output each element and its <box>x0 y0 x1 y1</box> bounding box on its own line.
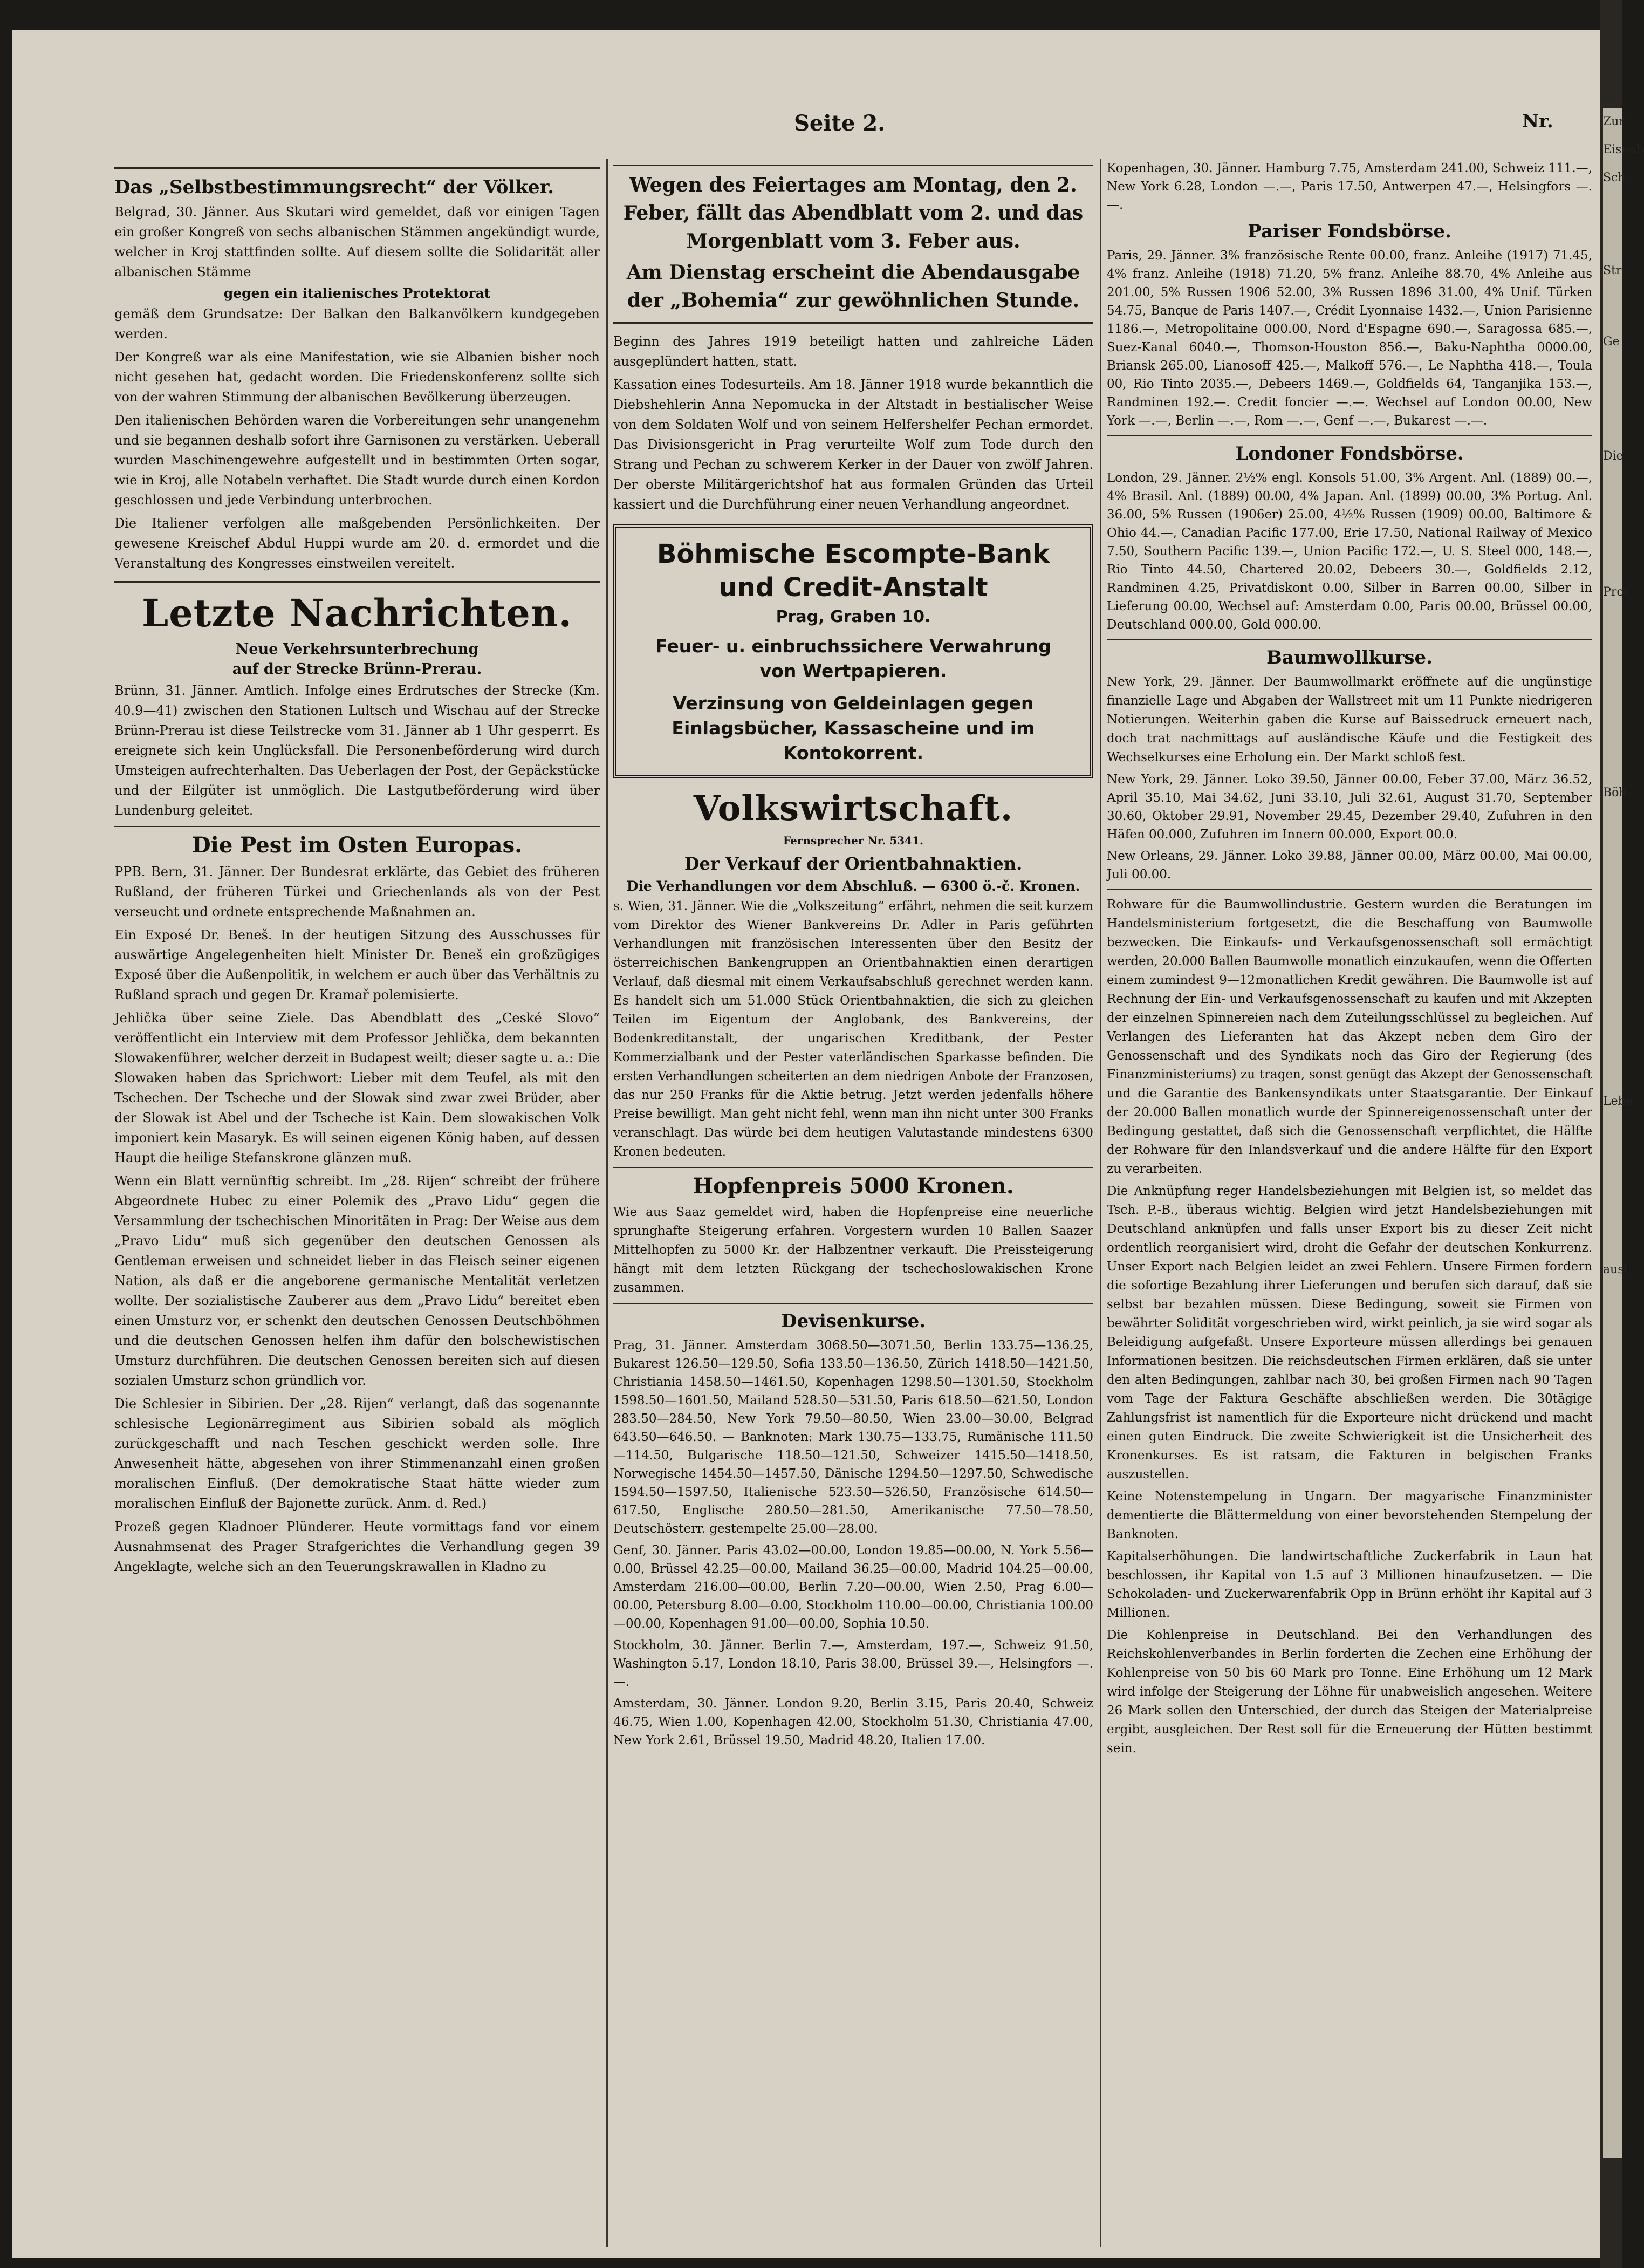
adjacent-text: ausl <box>1603 1263 1628 1276</box>
holiday-notice: Am Dienstag erscheint die Abendausgabe der „Bohemia“ zur gewöhnlichen Stunde. <box>626 261 1080 312</box>
article-paragraph: Jehlička über seine Ziele. Das Abendblatt des „Ceské Slovo“ veröffentlicht ein Interview mit dem Professor Jehlička, dem bekannten Slowakenführer, welcher derzeit in Budapest weilt; dieser sagte u. a.: Die Slowaken haben das Sprichwort: Lieber mit dem Teufel, als mit den Tschechen. Der Tscheche und der Slowak sind zwar zwei Brüder, aber der Slowak ist Abel und der Tscheche ist Kain. Dem slowakischen Volk imponiert kein Masaryk. Es will seinen eigenen König haben, auf dessen Haupt die heilige Stefanskrone glänzen muß. <box>114 1010 600 1165</box>
article-paragraph: Kapitalserhöhungen. Die landwirtschaftliche Zuckerfabrik in Laun hat beschlossen, ihr Kapital von 1.5 auf 3 Millionen hinaufzusetzen. — Die Schokoladen- und Zuckerwarenfabrik Opp in Brünn erhöht ihr Kapital auf 3 Millionen. <box>1107 1549 1592 1620</box>
divider <box>114 167 600 169</box>
divider <box>1107 435 1592 436</box>
rates-paragraph: New Orleans, 29. Jänner. Loko 39.88, Jänner 00.00, März 00.00, Mai 00.00, Juli 00.00. <box>1107 849 1592 882</box>
ad-text: Kontokorrent. <box>783 742 924 763</box>
article-paragraph: Rohware für die Baumwollindustrie. Gestern wurden die Beratungen im Handelsministerium fortgesetzt, die die Beschaffung von Baumwolle bezwecken. Die Einkaufs- und Verkaufsgenossenschaft soll ermächtigt werden, 20.000 Ballen Baumwolle monatlich einzukaufen, wenn die Offerten einem zumindest 9—12monatlichen Kredit gewähren. Die Baumwolle ist auf Rechnung der Ein- und Verkaufsgenossenschaft zu kaufen und mit Akzepten der einzelnen Spinnereien nach dem Zuteilungsschlüssel zu begleichen. Auf Verlangen des Lieferanten hat das Akzept neben dem Giro der Genossenschaft und des Syndikats noch das Giro der Regierung (des Finanzministeriums) zu tragen, sonst genügt das Akzept der Genossenschaft und die Garantie des Bankensyndikats unter Staatsgarantie. Der Einkauf der 20.000 Ballen monatlich wurde der Spinnereigenossenschaft unter der Bedingung gestattet, daß sich die Genossenschaft verpflichtet, die Hälfte der Rohware für den Inlandsverkauf und die andere Hälfte für den Export zu verarbeiten. <box>1107 898 1592 1176</box>
section-title: Letzte Nachrichten. <box>141 591 573 636</box>
page-header <box>12 111 1600 143</box>
divider <box>114 581 600 583</box>
column-3 <box>1107 159 1592 2252</box>
adjacent-text: Zur <box>1603 115 1625 128</box>
article-paragraph: Brünn, 31. Jänner. Amtlich. Infolge eines Erdrutsches der Strecke (Km. 40.9—41) zwischen den Stationen Lultsch und Wischau auf der Strecke Brünn-Prerau ist diese Teilstrecke vom 31. Jänner ab 1 Uhr gesperrt. Es ereignete sich kein Unglücksfall. Die Personenbeförderung wird durch Umsteigen aufrechterhalten. Das Ueberlagen der Post, der Gepäckstücke und der Eilgüter ist unmöglich. Die Lastgutbeförderung wird über Lundenburg geleitet. <box>114 683 600 818</box>
currency-rates <box>613 1336 1093 1750</box>
rates-paragraph: London, 29. Jänner. 2½% engl. Konsols 51.00, 3% Argent. Anl. (1889) 00.—, 4% Brasil. Anl. (1889) 00.00, 4% Japan. Anl. (1899) 00.00, 3% Portug. Anl. 36.00, 5% Russen (1906er) 25.00, 4½% Russen (1909) 00.00, Baltimore & Ohio 44.—, Canadian Pacific 177.00, Erie 17.50, National Railway of Mexico 7.50, Southern Pacific 139.—, Union Pacific 172.—, U. S. Steel 000, 148.—, Rio Tinto 44.50, Chartered 20.02, Debeers 30.—, Goldfields 2.12, Randminen 4.25, Privatdiskont 0.00, Silber in Barren 00.00, Silber in Lieferung 00.00, Wechsel auf: Amsterdam 0.00, Paris 00.00, Brüssel 00.00, Deutschland 000.00, Gold 000.00. <box>1107 471 1592 632</box>
adjacent-text: Prot <box>1603 585 1629 599</box>
article-paragraph: s. Wien, 31. Jänner. Wie die „Volkszeitung“ erfährt, nehmen die seit kurzem vom Direktor des Wiener Bankvereins Dr. Adler in Paris geführten Verhandlungen mit französischen Interessenten über den Besitz der österreichischen Bankengruppen an Orientbahnaktien einen derartigen Verlauf, daß diesmal mit einem Verkaufsabschluß gerechnet werden kann. Es handelt sich um 51.000 Stück Orientbahnaktien, die sich zu gleichen Teilen im Eigentum der Anglobank, des Bankvereins, der Bodenkreditanstalt, der ungarischen Kreditbank, der Pester Kommerzialbank und der Pester vaterländischen Sparkasse befinden. Die ersten Verhandlungen scheiterten an dem niedrigen Anbote der Franzosen, das nur 250 Franks für die Aktie betrug. Jetzt werden jedenfalls höhere Preise bewilligt. Man geht nicht fehl, wenn man ihn nicht unter 300 Franks veranschlagt. Das würde bei dem heutigen Valutastande mindestens 6300 Kronen bedeuten. <box>613 899 1093 1159</box>
rates-paragraph: Paris, 29. Jänner. 3% französische Rente 00.00, franz. Anleihe (1917) 71.45, 4% franz. Anleihe (1918) 71.20, 5% franz. Anleihe 88.70, 4% Anleihe aus 201.00, 5% Russen 1906 52.00, 3% Russen 1896 31.00, 4% Unif. Türken 54.75, Banque de Paris 1407.—, Crédit Lyonnaise 1432.—, Union Parisienne 1186.—, Metropolitaine 000.00, Nord d'Espagne 690.—, Saragossa 685.—, Suez-Kanal 6040.—, Thomson-Houston 856.—, Baku-Naphtha 0000.00, Briansk 265.00, Lianosoff 425.—, Malkoff 576.—, Le Naphtha 418.—, Toula 00, Rio Tinto 2035.—, Debeers 1469.—, Goldfields 64, Tanganjika 153.—, Randminen 192.—. Credit foncier —.—. Wechsel auf London 00.00, New York —.—, Berlin —.—, Rom —.—, Genf —.—, Bukarest —.—. <box>1107 249 1592 428</box>
divider <box>1107 889 1592 890</box>
article-title: Der Verkauf der Orientbahnaktien. <box>684 853 1023 874</box>
article-paragraph: Ein Exposé Dr. Beneš. In der heutigen Sitzung des Ausschusses für auswärtige Angelegenheiten hielt Minister Dr. Beneš ein großzügiges Exposé über die Außenpolitik, in welchem er auch über das Verhältnis zu Rußland sprach und gegen Dr. Kramař polemisierte. <box>114 927 600 1002</box>
rates-paragraph: Kopenhagen, 30. Jänner. Hamburg 7.75, Amsterdam 241.00, Schweiz 111.—, New York 6.28, London —.—, Paris 17.50, Antwerpen 47.—, Helsingfors —.—. <box>1107 161 1592 212</box>
article-paragraph: Kassation eines Todesurteils. Am 18. Jänner 1918 wurde bekanntlich die Diebshehlerin Anna Nepomucka in der Altstadt in bestialischer Weise von dem Soldaten Wolf und von seinem Helfershelfer Pechan ermordet. Das Divisionsgericht in Prag verurteilte Wolf zum Tode durch den Strang und Pechan zu schwerem Kerker in der Dauer von zwölf Jahren. Der oberste Militärgerichtshof hat aus formalen Gründen das Urteil kassiert und die Durchführung einer neuen Verhandlung angeordnet. <box>613 377 1093 512</box>
ad-text: Feuer- u. einbruchssichere Verwahrung <box>655 636 1051 657</box>
article-paragraph: gemäß dem Grundsatze: Der Balkan den Balkanvölkern kundgegeben werden. <box>114 306 600 341</box>
column-rule <box>1100 159 1101 2247</box>
ad-text: Verzinsung von Geldeinlagen gegen Einlagsbücher, Kassascheine und im <box>672 693 1035 739</box>
adjacent-text: Str <box>1603 264 1622 277</box>
article-paragraph: Die Italiener verfolgen alle maßgebenden Persönlichkeiten. Der gewesene Kreischef Abdul Huppi wurde am 20. d. ermordet und die Veranstaltung des Kongresses einstweilen vereitelt. <box>114 516 600 571</box>
adjacent-text: Eisenb <box>1603 143 1644 156</box>
phone-number: Fernsprecher Nr. 5341. <box>783 834 923 847</box>
divider <box>613 322 1093 324</box>
section-title: Volkswirtschaft. <box>693 788 1013 829</box>
column-rule <box>606 159 608 2247</box>
rates-paragraph: Amsterdam, 30. Jänner. London 9.20, Berlin 3.15, Paris 20.40, Schweiz 46.75, Wien 1.00, Kopenhagen 42.00, Stockholm 51.30, Christiania 47.00, New York 2.61, Brüssel 19.50, Madrid 48.20, Italien 17.00. <box>613 1697 1093 1747</box>
article-title: Londoner Fondsbörse. <box>1235 443 1464 464</box>
adjacent-text: Lebe <box>1603 1095 1633 1108</box>
article-paragraph: Belgrad, 30. Jänner. Aus Skutari wird gemeldet, daß vor einigen Tagen ein großer Kongreß von sechs albanischen Stämmen angekündigt wurde, welcher in Kroj stattfinden sollte. Auf diesem sollte die Solidarität aller albanischen Stämme <box>114 204 600 279</box>
currency-rates <box>1107 159 1592 214</box>
page-number: Seite 2. <box>794 111 886 136</box>
column-1 <box>114 159 600 2252</box>
article-subheading: Die Verhandlungen vor dem Abschluß. — 6300 ö.-č. Kronen. <box>626 878 1080 894</box>
article-paragraph: Die Schlesier in Sibirien. Der „28. Rijen“ verlangt, daß das sogenannte schlesische Legionärregiment aus Sibirien sobald als möglich zurückgeschafft und nach Teschen geschickt werden solle. Ihre Anwesenheit hätte, abgesehen von ihrer Stimmenanzahl einen großen moralischen Einfluß. (Der demokratische Staat hätte wieder zum moralischen Einfluß der Bajonette zurück. Anm. d. Red.) <box>114 1396 600 1511</box>
adjacent-page-fragment <box>1603 108 1644 2158</box>
article-paragraph: Keine Notenstempelung in Ungarn. Der magyarische Finanzminister dementierte die Blättermeldung von einer bevorstehenden Stempelung der Banknoten. <box>1107 1490 1592 1541</box>
article-paragraph: New York, 29. Jänner. Der Baumwollmarkt eröffnete auf die ungünstige finanzielle Lage und Abgaben der Wallstreet mit um 11 Punkte niedrigeren Notierungen. Weiterhin gaben die Kurse auf Baissedruck erneuert nach, doch trat nachmittags auf ausländische Käufe und die Festigkeit des Wechselkurses eine Erholung ein. Der Markt schloß fest. <box>1107 675 1592 764</box>
article-title: auf der Strecke Brünn-Prerau. <box>232 661 482 678</box>
article-title: Neue Verkehrsunterbrechung <box>235 641 479 658</box>
adjacent-text: Ge <box>1603 335 1620 349</box>
adjacent-text: Sch <box>1603 171 1626 185</box>
ad-address: Prag, Graben 10. <box>776 607 931 626</box>
ad-text: von Wertpapieren. <box>759 660 947 681</box>
article-title: Baumwollkurse. <box>1266 647 1433 668</box>
article-paragraph: PPB. Bern, 31. Jänner. Der Bundesrat erklärte, das Gebiet des früheren Rußland, der früheren Türkei und Griechenlands als von der Pest verseucht und ordnete entsprechende Maßnahmen an. <box>114 864 600 919</box>
article-paragraph: Die Kohlenpreise in Deutschland. Bei den Verhandlungen des Reichskohlenverbandes in Berlin forderten die Zechen eine Erhöhung der Kohlenpreise von 50 bis 60 Mark pro Tonne. Eine Erhöhung um 12 Mark wird infolge der Steigerung der Löhne für unabweislich angesehen. Weitere 26 Mark sollen den Unterschied, der durch das Steigen der Materialpreise ergibt, ausgleichen. Der Rest soll für die Erneuerung der Hütten bestimmt sein. <box>1107 1628 1592 1755</box>
article-paragraph: Wie aus Saaz gemeldet wird, haben die Hopfenpreise eine neuerliche sprunghafte Steigerung erfahren. Vorgestern wurden 10 Ballen Saazer Mittelhopfen zu 5000 Kr. der Halbzentner verkauft. Die Preissteigerung hängt mit dem letzten Rückgang der tschechoslowakischen Krone zusammen. <box>613 1205 1093 1295</box>
article-title: Das „Selbstbestimmungsrecht“ der Völker. <box>114 176 554 198</box>
divider <box>613 1167 1093 1168</box>
article-paragraph: Den italienischen Behörden waren die Vorbereitungen sehr unangenehm und sie begannen deshalb sofort ihre Garnisonen zu verstärken. Ueberall wurden Maschinengewehre aufgestellt und in bestimmten Orten sogar, wie in Kroj, alle Notabeln verhaftet. Die Stadt wurde durch einen Kordon geschlossen und jede Verbindung unterbrochen. <box>114 413 600 508</box>
rates-paragraph: Genf, 30. Jänner. Paris 43.02—00.00, London 19.85—00.00, N. York 5.56—0.00, Brüssel 42.25—00.00, Mailand 36.25—00.00, Madrid 104.25—00.00, Amsterdam 216.00—00.00, Berlin 7.20—00.00, Wien 2.50, Prag 6.00—00.00, Petersburg 8.00—0.00, Stockholm 110.00—00.00, Christiania 100.00—00.00, Kopenhagen 91.00—00.00, Sophia 10.50. <box>613 1543 1093 1631</box>
ad-title: Böhmische Escompte-Bank <box>656 539 1050 569</box>
article-paragraph: Prozeß gegen Kladnoer Plünderer. Heute vormittags fand vor einem Ausnahmsenat des Prager Strafgerichtes die Verhandlung gegen 39 Angeklagte, welche sich an den Teuerungskrawallen in Kladno zu <box>114 1519 600 1574</box>
rates-paragraph: Stockholm, 30. Jänner. Berlin 7.—, Amsterdam, 197.—, Schweiz 91.50, Washington 5.17, London 18.10, Paris 38.00, Brüssel 39.—, Helsingfors —.—. <box>613 1638 1093 1689</box>
rates-paragraph: Prag, 31. Jänner. Amsterdam 3068.50—3071.50, Berlin 133.75—136.25, Bukarest 126.50—129.50, Sofia 133.50—136.50, Zürich 1418.50—1421.50, Christiania 1458.50—1461.50, Kopenhagen 1298.50—1301.50, Stockholm 1598.50—1601.50, Mailand 528.50—531.50, Paris 618.50—621.50, London 283.50—284.50, New York 79.50—80.50, Wien 23.00—30.00, Belgrad 643.50—646.50. — Banknoten: Mark 130.75—133.75, Rumänische 111.50—114.50, Bulgarische 118.50—121.50, Schweizer 1415.50—1418.50, Norwegische 1454.50—1457.50, Dänische 1294.50—1297.50, Schwedische 1594.50—1597.50, Italienische 523.50—526.50, Französische 614.50—617.50, Englische 280.50—281.50, Amerikanische 77.50—78.50, Deutschösterr. gestempelte 25.00—28.00. <box>613 1338 1093 1536</box>
cotton-rates <box>1107 770 1592 884</box>
holiday-notice: Wegen des Feiertages am Montag, den 2. Feber, fällt das Abendblatt vom 2. und das Morgenblatt vom 3. Feber aus. <box>623 174 1084 252</box>
divider <box>1107 639 1592 640</box>
stock-listing <box>1107 469 1592 634</box>
divider <box>613 1303 1093 1304</box>
bank-advertisement <box>613 524 1093 778</box>
ad-title: und Credit-Anstalt <box>718 572 988 603</box>
article-paragraph: Die Anknüpfung reger Handelsbeziehungen mit Belgien ist, so meldet das Tsch. P.-B., überaus wichtig. Belgien wird jetzt Handelsbeziehungen mit Deutschland anknüpfen und falls unser Export bis zu dieser Zeit nicht ordentlich reorganisiert wird, droht die Gefahr der deutschen Konkurrenz. Unser Export nach Belgien leidet an zwei Fehlern. Unsere Firmen fordern die sofortige Bezahlung ihrer Lieferungen und berufen sich darauf, daß sie selbst bar bezahlen müssen. Diese Bedingung, soweit sie Firmen von bewährter Solidität vorgeschrieben wird, wirkt peinlich, ja sie wird sogar als Beleidigung aufgefaßt. Unsere Exporteure müssen allerdings bei genauen Informationen besitzen. Die reichsdeutschen Firmen erklären, daß sie unter den alten Bedingungen, zahlbar nach 30, bei großen Firmen nach 90 Tagen vom Tage der Faktura Geschäfte abschließen werden. Die 30tägige Zahlungsfrist ist namentlich für die Exporteure nicht drückend und macht einen guten Eindruck. Die zweite Schwierigkeit ist die Unsicherheit des Kronenkurses. Es ist ratsam, die Fakturen in belgischen Franks auszustellen. <box>1107 1184 1592 1481</box>
article-paragraph: Der Kongreß war als eine Manifestation, wie sie Albanien bisher noch nicht gesehen hat, gedacht worden. Die Friedenskonferenz sollte sich von der wahren Stimmung der albanischen Bevölkerung überzeugen. <box>114 350 600 405</box>
adjacent-text: Die <box>1603 449 1624 463</box>
article-title: Hopfenpreis 5000 Kronen. <box>693 1173 1014 1199</box>
divider <box>114 826 600 827</box>
article-title: Pariser Fondsbörse. <box>1248 221 1451 242</box>
article-paragraph: Wenn ein Blatt vernünftig schreibt. Im „28. Rijen“ schreibt der frühere Abgeordnete Hubec zu einer Polemik des „Pravo Lidu“ gegen die Versammlung der tschechischen Minoritäten in Prag: Der Weise aus dem „Pravo Lidu“ muß sich gegenüber den deutschen Genossen als Gentleman erweisen und schneidet lieber in das Fleisch seiner eigenen Nation, als daß er die angeborene germanische Mentalität verletzen wollte. Der sozialistische Zauberer aus dem „Pravo Lidu“ bereitet eben einen Umsturz vor, er schenkt den deutschen Genossen Deutschböhmen und die deutschen Genossen helfen ihm dafür den bolschewistischen Umsturz durchführen. Die deutschen Genossen bereiten sich auf diesen sozialen Umsturz schon gründlich vor. <box>114 1173 600 1388</box>
stock-listing <box>1107 247 1592 430</box>
divider <box>613 165 1093 166</box>
rates-paragraph: New York, 29. Jänner. Loko 39.50, Jänner 00.00, Feber 37.00, März 36.52, April 35.10, Mai 34.62, Juni 33.10, Juli 32.61, August 31.70, September 30.60, Oktober 29.91, November 29.45, Dezember 29.40, Zufuhren in den Häfen 00.000, Zufuhren im Innern 00.000, Export 00.0. <box>1107 773 1592 842</box>
article-title: Die Pest im Osten Europas. <box>191 832 523 858</box>
adjacent-text: Böh <box>1603 786 1627 800</box>
column-2 <box>613 159 1093 2252</box>
article-paragraph: Beginn des Jahres 1919 beteiligt hatten und zahlreiche Läden ausgeplündert hatten, statt. <box>613 334 1093 369</box>
newspaper-page <box>12 30 1600 2258</box>
next-page-mark: Nr. <box>1522 111 1553 132</box>
article-title: Devisenkurse. <box>780 1310 926 1332</box>
article-subheading: gegen ein italienisches Protektorat <box>223 285 491 301</box>
